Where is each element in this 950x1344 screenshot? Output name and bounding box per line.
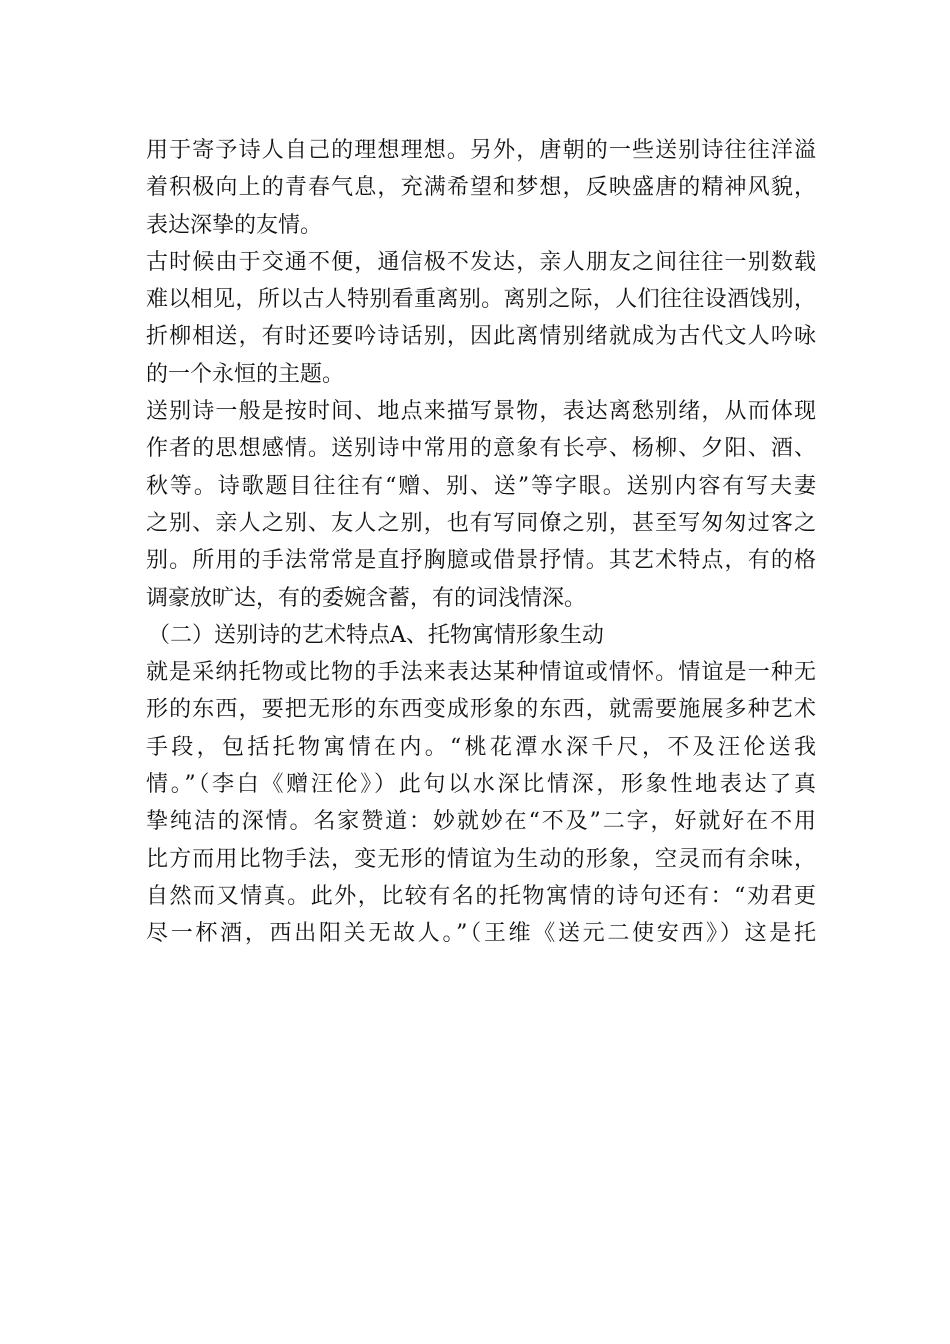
text-line-11: 之别、亲人之别、友人之别，也有写同僚之别，甚至写匆匆过客之 <box>146 510 816 536</box>
text-line-9: 作者的思想感情。送别诗中常用的意象有长亭、杨柳、夕阳、酒、 <box>146 436 816 462</box>
text-line-22: 尽一杯酒，西出阳关无故人。”（王维《送元二使安西》）这是托 <box>146 921 816 947</box>
text-line-1: 用于寄予诗人自己的理想理想。另外，唐朝的一些送别诗往往洋溢 <box>146 138 816 163</box>
text-line-5: 难以相见，所以古人特别看重离别。离别之际，人们往往设酒饯别， <box>146 287 816 313</box>
text-line-16: 形的东西，要把无形的东西变成形象的东西，就需要施展多种艺术 <box>146 697 816 723</box>
text-line-8: 送别诗一般是按时间、地点来描写景物，表达离愁别绪，从而体现 <box>146 399 816 425</box>
text-line-12: 别。所用的手法常常是直抒胸臆或借景抒情。其艺术特点，有的格 <box>146 548 816 574</box>
text-line-2: 着积极向上的青春气息，充满希望和梦想，反映盛唐的精神风貌， <box>146 175 816 201</box>
text-line-3: 表达深挚的友情。 <box>146 212 323 238</box>
body-text <box>146 132 816 953</box>
section-heading: （二）送别诗的艺术特点A、托物寓情形象生动 <box>148 622 604 648</box>
text-line-20: 比方而用比物手法，变无形的情谊为生动的形象，空灵而有余味， <box>146 846 816 872</box>
text-line-10: 秋等。诗歌题目往往有“赠、别、送”等字眼。送别内容有写夫妻 <box>146 473 816 499</box>
text-line-17: 手段，包括托物寓情在内。“桃花潭水深千尺，不及汪伦送我 <box>146 734 816 760</box>
text-line-21: 自然而又情真。此外，比较有名的托物寓情的诗句还有：“劝君更 <box>146 883 816 909</box>
text-line-4: 古时候由于交通不便，通信极不发达，亲人朋友之间往往一别数载 <box>146 249 816 275</box>
text-line-19: 挚纯洁的深情。名家赞道：妙就妙在“不及”二字，好就好在不用 <box>146 809 816 835</box>
text-line-18: 情。”（李白《赠汪伦》）此句以水深比情深，形象性地表达了真 <box>146 772 816 798</box>
text-line-7: 的一个永恒的主题。 <box>146 361 345 387</box>
text-line-6: 折柳相送，有时还要吟诗话别，因此离情别绪就成为古代文人吟咏 <box>146 324 816 350</box>
text-line-15: 就是采纳托物或比物的手法来表达某种情谊或情怀。情谊是一种无 <box>146 660 816 686</box>
text-line-13: 调豪放旷达，有的委婉含蓄，有的词浅情深。 <box>146 585 587 611</box>
